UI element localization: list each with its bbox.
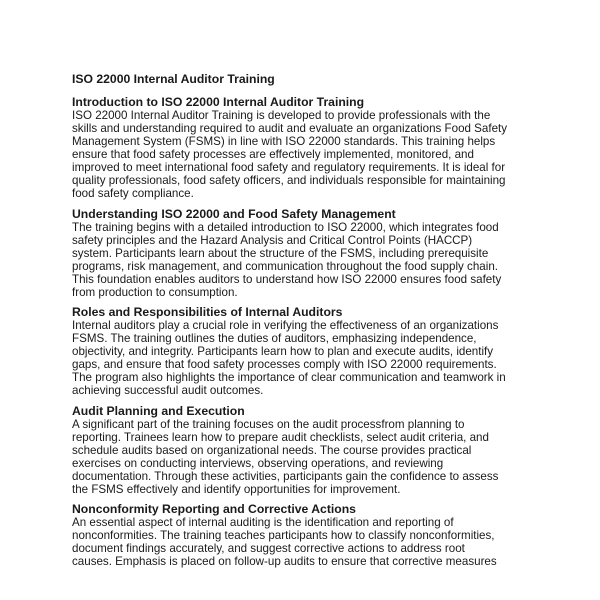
paragraph-line: This foundation enables auditors to understand how ISO 22000 ensures food safety (72, 272, 502, 286)
section-heading: Audit Planning and Execution (72, 403, 245, 418)
paragraph-line: document findings accurately, and suggest corrective actions to address root (72, 542, 465, 556)
paragraph-line: skills and understanding required to audit and evaluate an organizations Food Safety (72, 122, 508, 135)
section-heading: Introduction to ISO 22000 Internal Auditor Training (72, 95, 365, 109)
section-introduction (72, 96, 532, 200)
paragraph-line: the FSMS effectively and identify opportunities for improvement. (72, 482, 401, 496)
document-title: ISO 22000 Internal Auditor Training (72, 72, 275, 86)
section-roles (72, 306, 532, 397)
paragraph-line: ISO 22000 Internal Auditor Training is developed to provide professionals with the (72, 109, 491, 122)
paragraph-line: exercises on conducting interviews, observing operations, and reviewing (72, 456, 444, 470)
paragraph-line: The training begins with a detailed introduction to ISO 22000, which integrates food (72, 220, 499, 234)
paragraph-line: FSMS. The training outlines the duties of auditors, emphasizing independence, (72, 332, 477, 346)
section-heading: Understanding ISO 22000 and Food Safety Management (72, 206, 396, 221)
section-heading: Nonconformity Reporting and Corrective Actions (72, 502, 356, 517)
section-understanding (72, 208, 532, 299)
paragraph-line: food safety compliance. (72, 187, 194, 200)
paragraph-line: The program also highlights the importance of clear communication and teamwork in (72, 371, 506, 385)
paragraph-line: Management System (FSMS) in line with ISO 22000 standards. This training helps (72, 135, 496, 148)
paragraph-line: nonconformities. The training teaches participants how to classify nonconformities, (72, 529, 495, 543)
paragraph-line: programs, risk management, and communication throughout the food supply chain. (72, 259, 498, 273)
paragraph-line: reporting. Trainees learn how to prepare audit checklists, select audit criteria, and (72, 430, 489, 444)
paragraph-line: objectivity, and integrity. Participants learn how to plan and execute audits, identify (72, 345, 494, 359)
section-heading: Roles and Responsibilities of Internal Auditors (72, 305, 343, 320)
paragraph-line: achieving successful audit outcomes. (72, 384, 264, 398)
section-audit-planning (72, 405, 532, 496)
paragraph-line: ensure that food safety processes are effectively implemented, monitored, and (72, 148, 474, 161)
paragraph-line: quality professionals, food safety officers, and individuals responsible for maintaining (72, 174, 506, 187)
section-nonconformity (72, 503, 532, 568)
paragraph-line: improved to meet international food safety and regulatory requirements. It is ideal for (72, 161, 506, 174)
paragraph-line: causes. Emphasis is placed on follow-up audits to ensure that corrective measures (72, 555, 497, 569)
paragraph-line: safety principles and the Hazard Analysis and Critical Control Points (HACCP) (72, 233, 473, 247)
document-page (72, 72, 532, 576)
paragraph-line: documentation. Through these activities, participants gain the confidence to assess (72, 469, 499, 483)
paragraph-line: from production to consumption. (72, 285, 238, 299)
paragraph-line: system. Participants learn about the structure of the FSMS, including prerequisite (72, 246, 489, 260)
paragraph-line: Internal auditors play a crucial role in verifying the effectiveness of an organizations (72, 319, 499, 333)
paragraph-line: schedule audits based on organizational needs. The course provides practical (72, 443, 472, 457)
paragraph-line: gaps, and ensure that food safety processes comply with ISO 22000 requirements. (72, 358, 497, 372)
paragraph-line: A significant part of the training focuses on the audit processfrom planning to (72, 417, 465, 431)
paragraph-line: An essential aspect of internal auditing is the identification and reporting of (72, 516, 454, 530)
